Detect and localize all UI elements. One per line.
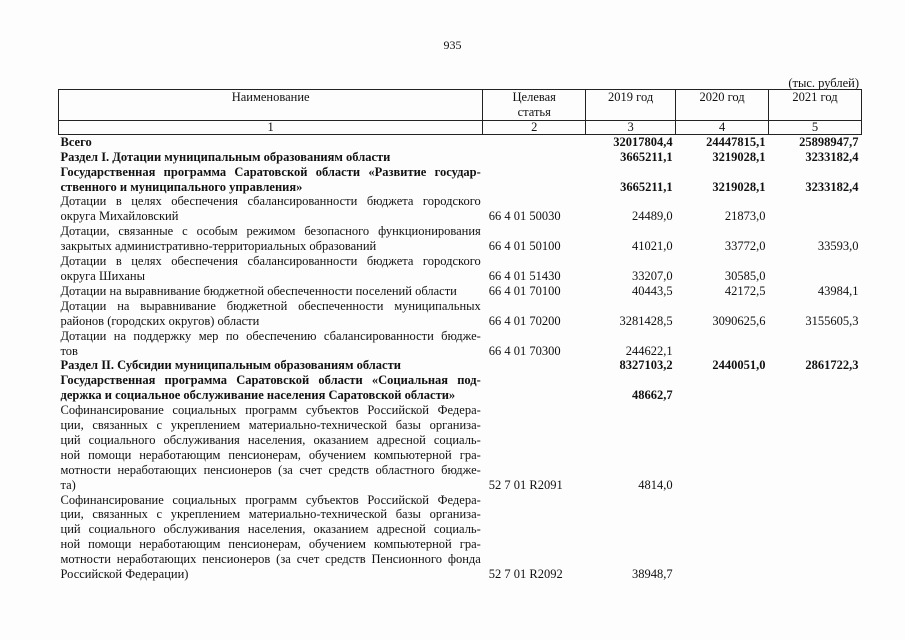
row-name-line: держка и социальное обслуживание населения Саратовской области» bbox=[60, 388, 456, 403]
table-header-row bbox=[59, 90, 862, 121]
value-2021: 25898947,7 bbox=[799, 134, 859, 149]
row-name-line: Дотации в целях обеспечения сбалансированности бюджета городского bbox=[60, 254, 481, 269]
row-code: 52 7 01 R2092 bbox=[488, 567, 563, 582]
row-name-line: ственного и муниципального управления» bbox=[60, 179, 303, 194]
row-name-line: тов bbox=[60, 343, 78, 358]
row-name-line: закрытых административно-территориальных образований bbox=[60, 239, 377, 254]
row-name bbox=[59, 299, 483, 329]
column-number: 3 bbox=[586, 120, 676, 134]
row-name-line: Раздел II. Субсидии муниципальным образованиям области bbox=[60, 358, 401, 373]
table-row bbox=[59, 134, 862, 149]
value-2020: 3090625,6 bbox=[712, 313, 766, 328]
row-code: 66 4 01 70200 bbox=[488, 313, 561, 328]
value-2021 bbox=[769, 329, 862, 359]
row-name-line: районов (городских округов) области bbox=[60, 313, 260, 328]
row-name bbox=[59, 284, 483, 299]
value-2021: 3233182,4 bbox=[805, 149, 859, 164]
value-2021: 43984,1 bbox=[817, 283, 859, 298]
value-2020: 30585,0 bbox=[724, 268, 766, 283]
value-2021 bbox=[769, 493, 862, 582]
row-code bbox=[483, 134, 586, 149]
row-code: 66 4 01 70100 bbox=[488, 283, 561, 298]
value-2021: 3155605,3 bbox=[805, 313, 859, 328]
value-2020: 3219028,1 bbox=[712, 149, 766, 164]
row-name-line: Раздел I. Дотации муниципальным образованиям области bbox=[60, 149, 391, 164]
row-name-line: Дотации в целях обеспечения сбалансированности бюджета городского bbox=[60, 194, 481, 209]
row-name-line: ций социального обслуживания населения, оказанием адресной социаль- bbox=[60, 522, 481, 537]
table-row bbox=[59, 493, 862, 582]
row-name bbox=[59, 134, 483, 149]
value-2021 bbox=[769, 254, 862, 284]
row-code: 66 4 01 50030 bbox=[488, 209, 561, 224]
table-row bbox=[59, 254, 862, 284]
value-2020: 33772,0 bbox=[724, 239, 766, 254]
row-name-line: мотности неработающих пенсионеров (за счет средств Пенсионного фонда bbox=[60, 552, 481, 567]
table-row bbox=[59, 403, 862, 492]
value-2020 bbox=[676, 373, 769, 403]
table-row bbox=[59, 194, 862, 224]
value-2021: 3233182,4 bbox=[805, 179, 859, 194]
row-code: 66 4 01 70300 bbox=[488, 343, 561, 358]
budget-table bbox=[58, 89, 862, 582]
value-2020 bbox=[676, 403, 769, 492]
row-code: 66 4 01 51430 bbox=[488, 268, 561, 283]
value-2021: 2861722,3 bbox=[805, 358, 859, 373]
value-2020: 21873,0 bbox=[724, 209, 766, 224]
value-2019: 244622,1 bbox=[625, 343, 673, 358]
row-name-line: Дотации, связанные с особым режимом безопасного функционирования bbox=[60, 224, 481, 239]
column-number: 2 bbox=[483, 120, 586, 134]
header-2021: 2021 год bbox=[769, 90, 862, 121]
row-name bbox=[59, 358, 483, 373]
row-name-line: округа Михайловский bbox=[60, 209, 179, 224]
row-code bbox=[483, 373, 586, 403]
value-2019: 3665211,1 bbox=[620, 179, 673, 194]
value-2019: 8327103,2 bbox=[619, 358, 673, 373]
row-name-line: Всего bbox=[60, 134, 92, 149]
value-2019: 41021,0 bbox=[631, 239, 673, 254]
row-name-line: Дотации на выравнивание бюджетной обеспеченности муниципальных bbox=[60, 298, 481, 313]
value-2020: 42172,5 bbox=[724, 283, 766, 298]
row-name-line: ций социального обслуживания населения, оказанием адресной социаль- bbox=[60, 432, 481, 447]
row-name-line: округа Шиханы bbox=[60, 268, 145, 283]
value-2019: 33207,0 bbox=[631, 268, 673, 283]
row-name-line: ции, связанных с укреплением материально-технической базы организа- bbox=[60, 507, 481, 522]
row-name bbox=[59, 224, 483, 254]
value-2020 bbox=[676, 329, 769, 359]
row-name-line: Софинансирование социальных программ субъектов Российской Федера- bbox=[60, 403, 481, 418]
value-2020: 24447815,1 bbox=[706, 134, 766, 149]
column-number: 5 bbox=[769, 120, 862, 134]
header-code: Целевая статья bbox=[483, 90, 586, 121]
row-name-line: Российской Федерации) bbox=[60, 567, 189, 582]
row-code bbox=[483, 150, 586, 165]
row-name-line: та) bbox=[60, 477, 76, 492]
row-code: 52 7 01 R2091 bbox=[488, 477, 563, 492]
column-number: 1 bbox=[59, 120, 483, 134]
row-name-line: Государственная программа Саратовской области «Развитие государ- bbox=[60, 164, 481, 179]
table-row bbox=[59, 373, 862, 403]
row-name-line: Дотации на выравнивание бюджетной обеспеченности поселений области bbox=[60, 283, 457, 298]
value-2019: 24489,0 bbox=[631, 209, 673, 224]
value-2019: 32017804,4 bbox=[613, 134, 673, 149]
value-2019: 3281428,5 bbox=[619, 313, 673, 328]
row-name-line: ции, связанных с укреплением материально-технической базы организа- bbox=[60, 418, 481, 433]
row-code bbox=[483, 358, 586, 373]
value-2021 bbox=[769, 194, 862, 224]
header-2019: 2019 год bbox=[586, 90, 676, 121]
value-2019: 3665211,1 bbox=[620, 149, 673, 164]
table-row bbox=[59, 150, 862, 165]
units-label: (тыс. рублей) bbox=[788, 76, 859, 90]
row-name-line: Софинансирование социальных программ субъектов Российской Федера- bbox=[60, 492, 481, 507]
value-2020: 2440051,0 bbox=[712, 358, 766, 373]
column-number: 4 bbox=[676, 120, 769, 134]
value-2019: 38948,7 bbox=[631, 567, 673, 582]
value-2020: 3219028,1 bbox=[712, 179, 766, 194]
table-row bbox=[59, 299, 862, 329]
row-name bbox=[59, 150, 483, 165]
value-2019: 40443,5 bbox=[631, 283, 673, 298]
row-name bbox=[59, 329, 483, 359]
row-name bbox=[59, 165, 483, 195]
row-name bbox=[59, 373, 483, 403]
row-name bbox=[59, 194, 483, 224]
row-code bbox=[483, 165, 586, 195]
table-row bbox=[59, 284, 862, 299]
value-2021: 33593,0 bbox=[817, 239, 859, 254]
table-row bbox=[59, 224, 862, 254]
header-name: Наименование bbox=[59, 90, 483, 121]
value-2019: 48662,7 bbox=[631, 388, 673, 403]
row-name-line: Государственная программа Саратовской области «Социальная под- bbox=[60, 373, 481, 388]
row-code: 66 4 01 50100 bbox=[488, 239, 561, 254]
row-name-line: мотности неработающих пенсионеров (за счет средств областного бюдже- bbox=[60, 462, 481, 477]
row-name-line: ной помощи неработающим пенсионерам, обучением компьютерной гра- bbox=[60, 537, 481, 552]
table-row bbox=[59, 358, 862, 373]
table-row bbox=[59, 165, 862, 195]
table-row bbox=[59, 329, 862, 359]
value-2021 bbox=[769, 403, 862, 492]
row-name-line: Дотации на поддержку мер по обеспечению сбалансированности бюдже- bbox=[60, 328, 481, 343]
row-name-line: ной помощи неработающим пенсионерам, обучением компьютерной гра- bbox=[60, 447, 481, 462]
row-name bbox=[59, 493, 483, 582]
value-2020 bbox=[676, 493, 769, 582]
row-name bbox=[59, 254, 483, 284]
row-name bbox=[59, 403, 483, 492]
column-number-row bbox=[59, 120, 862, 134]
page-number: 935 bbox=[443, 38, 462, 52]
header-2020: 2020 год bbox=[676, 90, 769, 121]
value-2019: 4814,0 bbox=[638, 477, 673, 492]
value-2021 bbox=[769, 373, 862, 403]
